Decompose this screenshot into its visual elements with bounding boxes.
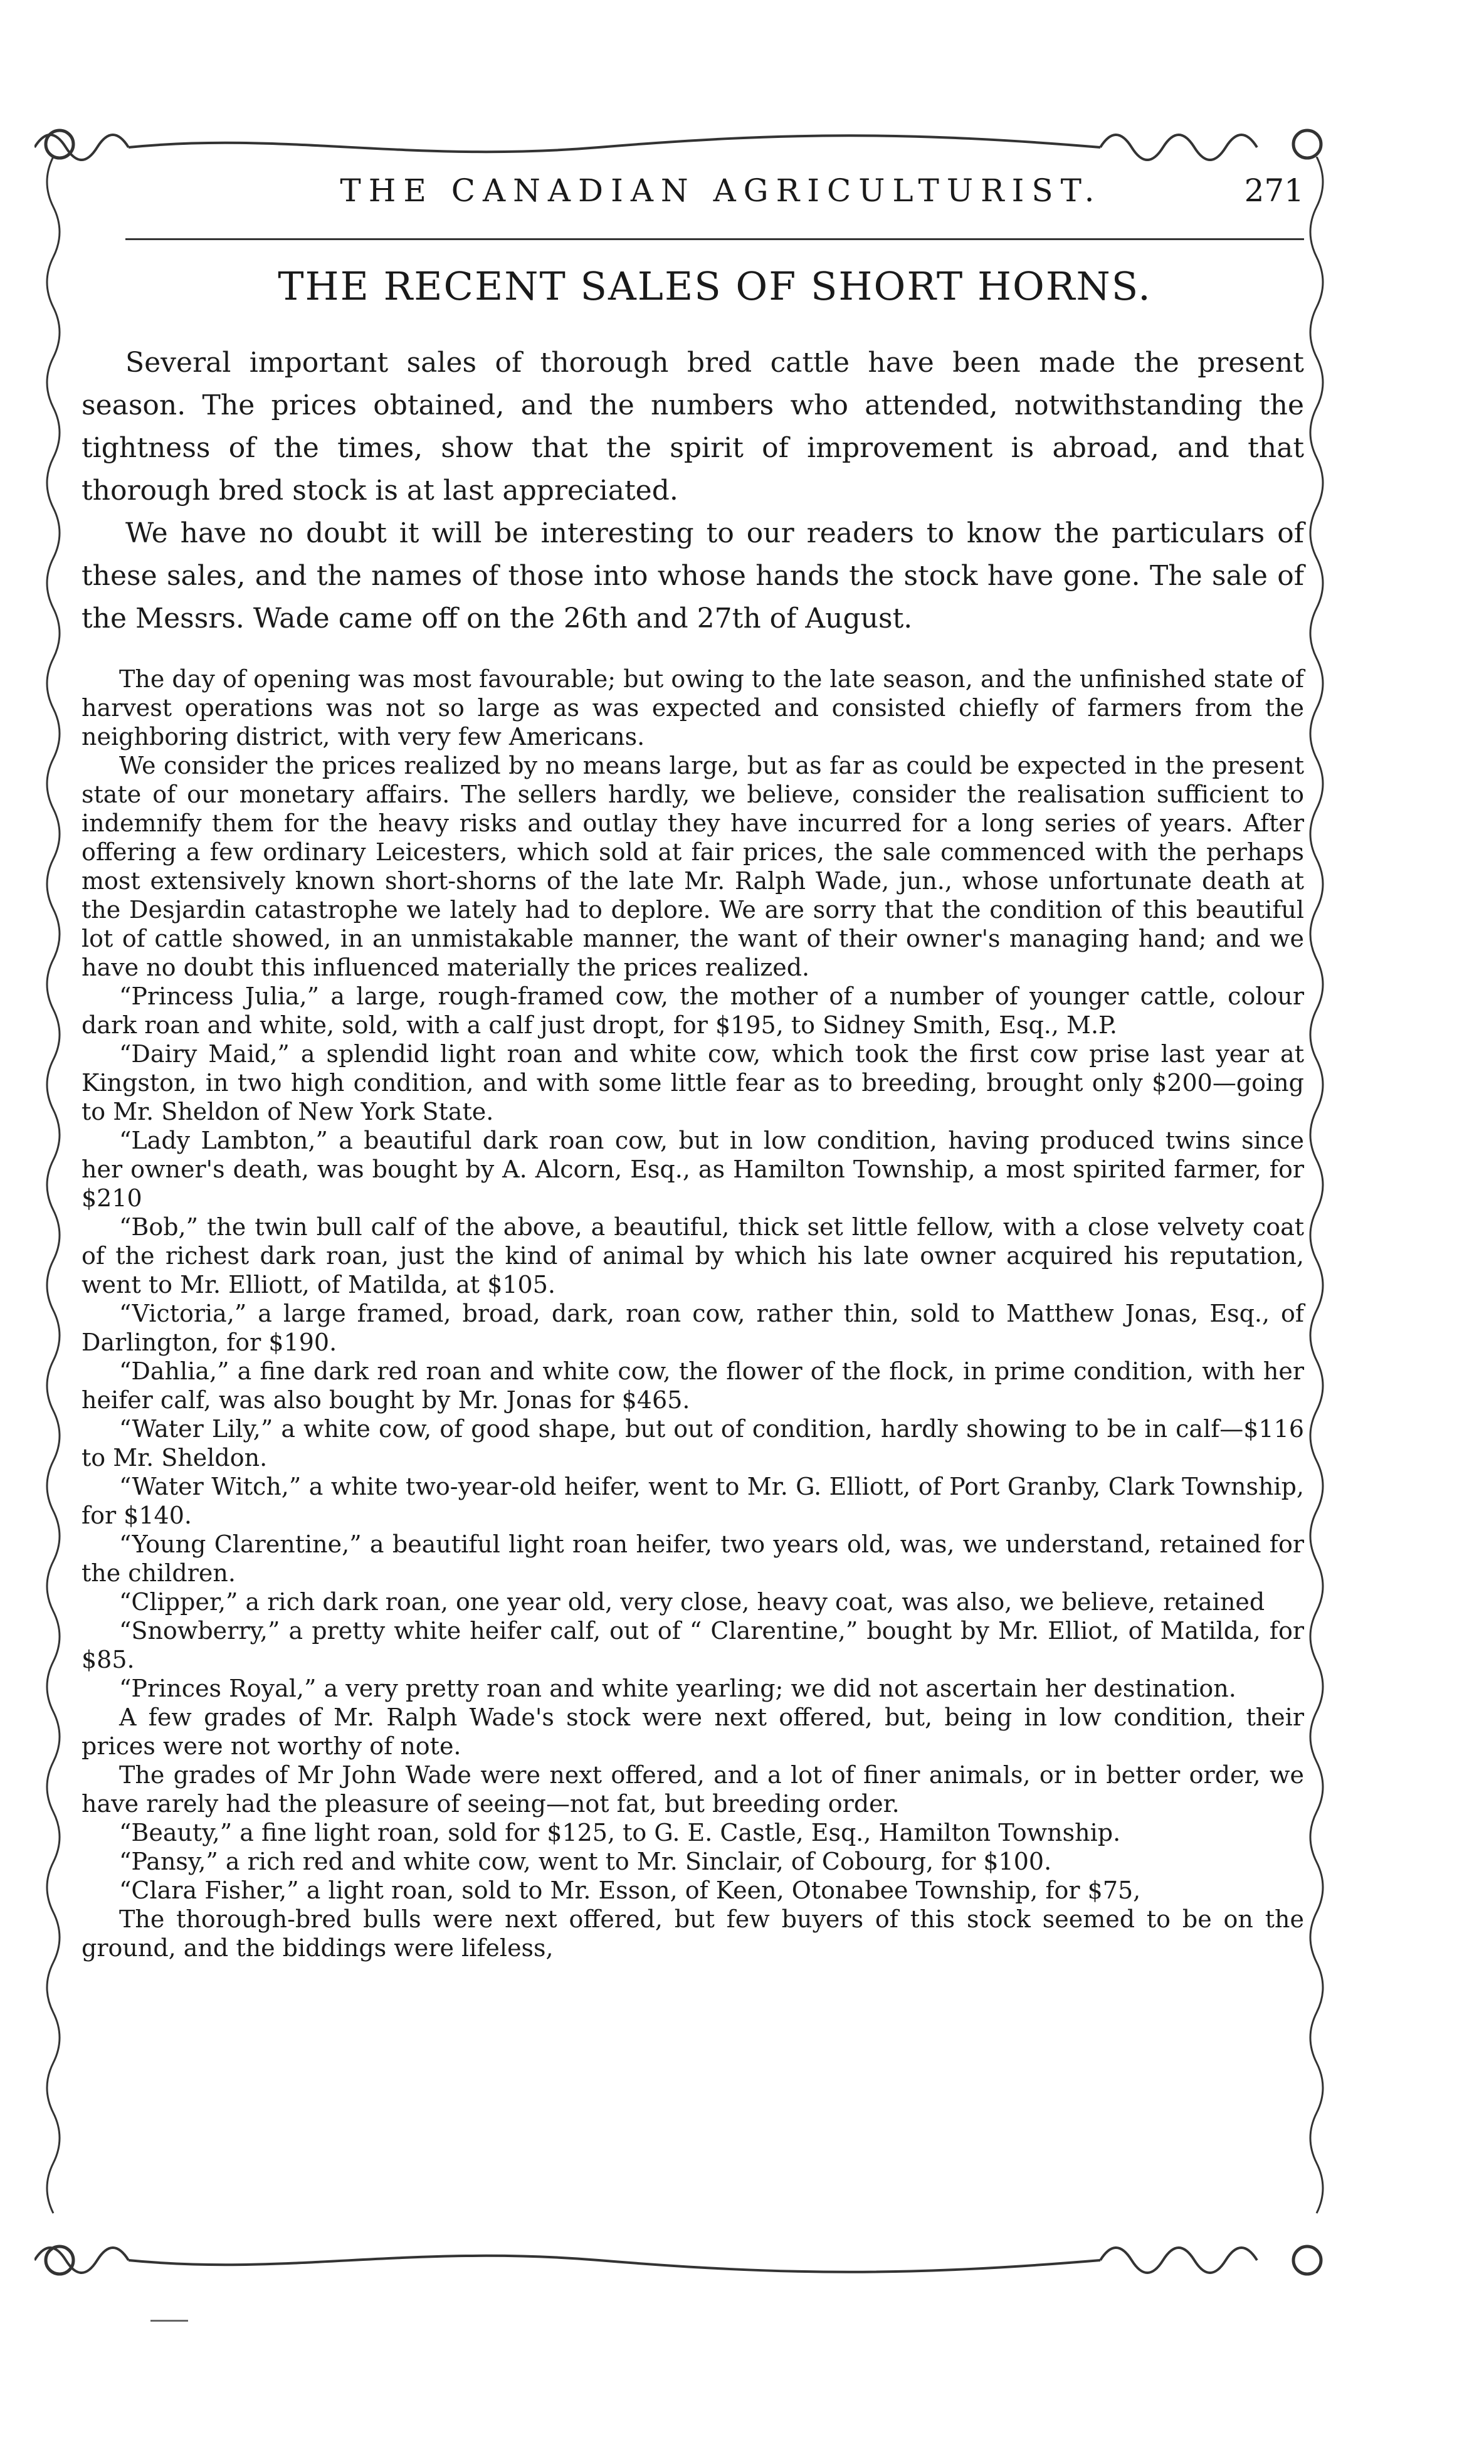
body-paragraph: “Lady Lambton,” a beautiful dark roan cow, but in low condition, having produced twins since her owner's death, was bought by A. Alcorn, Esq., as Hamilton Township, a most spirited farmer, for $210 — [82, 1127, 1304, 1212]
body-paragraph: “Clipper,” a rich dark roan, one year old, very close, heavy coat, was also, we believe, retained — [119, 1588, 1265, 1616]
body-paragraph: “Beauty,” a fine light roan, sold for $125, to G. E. Castle, Esq., Hamilton Township. — [119, 1819, 1121, 1846]
body-paragraph: “Princess Julia,” a large, rough-framed cow, the mother of a number of younger cattle, colour dark roan and white, sold, with a calf just dropt, for $195, to Sidney Smith, Esq., M.P. — [82, 982, 1304, 1039]
footer-mark — [150, 2320, 188, 2322]
body-paragraph: “Victoria,” a large framed, broad, dark, roan cow, rather thin, sold to Matthew Jonas, Esq., of Darlington, for $190. — [82, 1300, 1304, 1356]
body-paragraph: “Dairy Maid,” a splendid light roan and white cow, which took the first cow prise last year at Kingston, in two high condition, and with some little fear as to breeding, brought only $200—going to Mr. Sheldon of New York State. — [82, 1040, 1304, 1125]
body-paragraph: “Princes Royal,” a very pretty roan and white yearling; we did not ascertain her destination. — [119, 1675, 1236, 1702]
body-paragraph: The thorough-bred bulls were next offered, but few buyers of this stock seemed to be on the ground, and the biddings were lifeless, — [82, 1905, 1304, 1962]
body-paragraph: “Water Witch,” a white two-year-old heifer, went to Mr. G. Elliott, of Port Granby, Clark Township, for $140. — [82, 1473, 1304, 1529]
ornamental-border-top — [34, 119, 1332, 176]
body-paragraph: “Bob,” the twin bull calf of the above, a beautiful, thick set little fellow, with a close velvety coat of the richest dark roan, just the kind of animal by which his late owner acquired his reputation, went to Mr. Elliott, of Matilda, at $105. — [82, 1213, 1304, 1298]
body-paragraph: “Pansy,” a rich red and white cow, went to Mr. Sinclair, of Cobourg, for $100. — [119, 1848, 1052, 1875]
intro-paragraph: We have no doubt it will be interesting to our readers to know the particulars of these sales, and the names of those into whose hands the stock have gone. The sale of the Messrs. Wade came off on the 26th and 27th of August. — [82, 517, 1304, 634]
page-header — [125, 172, 1304, 223]
body-paragraph: “Snowberry,” a pretty white heifer calf, out of “ Clarentine,” bought by Mr. Elliot, of Matilda, for $85. — [82, 1617, 1304, 1673]
body-paragraph: The grades of Mr John Wade were next offered, and a lot of finer animals, or in better order, we have rarely had the pleasure of seeing—not fat, but breeding order. — [82, 1761, 1304, 1818]
header-rule — [125, 238, 1304, 240]
body-paragraph: A few grades of Mr. Ralph Wade's stock were next offered, but, being in low condition, their prices were not worthy of note. — [82, 1703, 1304, 1760]
body-paragraph: “Clara Fisher,” a light roan, sold to Mr. Esson, of Keen, Otonabee Township, for $75, — [119, 1877, 1141, 1904]
running-title: THE CANADIAN AGRICULTURIST. — [340, 172, 1102, 209]
body-paragraph: “Water Lily,” a white cow, of good shape, but out of condition, hardly showing to be in calf—$116 to Mr. Sheldon. — [82, 1415, 1304, 1472]
article-intro — [82, 342, 1304, 640]
body-paragraph: The day of opening was most favourable; but owing to the late season, and the unfinished state of harvest operations was not so large as was expected and consisted chiefly of farmers from the neighboring district, with very few Americans. — [82, 665, 1304, 750]
body-paragraph: “Young Clarentine,” a beautiful light roan heifer, two years old, was, we understand, retained for the children. — [82, 1530, 1304, 1587]
intro-paragraph: Several important sales of thorough bred cattle have been made the present season. The prices obtained, and the numbers who attended, notwithstanding the tightness of the times, show that the spirit of improvement is abroad, and that thorough bred stock is at last appreciated. — [82, 347, 1304, 507]
body-paragraph: We consider the prices realized by no means large, but as far as could be expected in the present state of our monetary affairs. The sellers hardly, we believe, consider the realisation sufficient to indemnify them for the heavy risks and outlay they have incurred for a long series of years. After offering a few ordinary Leicesters, which sold at fair prices, the sale commenced with the perhaps most extensively known short-shorns of the late Mr. Ralph Wade, jun., whose unfortunate death at the Desjardin catastrophe we lately had to deplore. We are sorry that the condition of this beautiful lot of cattle showed, in an unmistakable manner, the want of their owner's managing hand; and we have no doubt this influenced materially the prices realized. — [82, 752, 1304, 981]
ornamental-border-left — [34, 157, 72, 2238]
article-title: THE RECENT SALES OF SHORT HORNS. — [278, 263, 1152, 309]
page-number: 271 — [1244, 172, 1304, 209]
article-body — [82, 665, 1304, 1962]
ornamental-border-bottom — [34, 2232, 1332, 2288]
body-paragraph: “Dahlia,” a fine dark red roan and white cow, the flower of the flock, in prime condition, with her heifer calf, was also bought by Mr. Jonas for $465. — [82, 1357, 1304, 1414]
